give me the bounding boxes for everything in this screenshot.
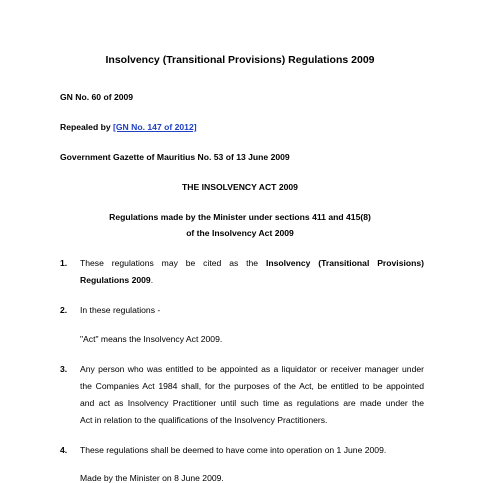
gazette-reference: Government Gazette of Mauritius No. 53 of 13 June 2009 [60,152,290,162]
act-heading: THE INSOLVENCY ACT 2009 [182,182,298,192]
made-by-line: Made by the Minister on 8 June 2009. [80,473,224,483]
section-1-citation-cont: Regulations 2009 [80,275,151,285]
repealed-prefix: Repealed by [60,122,114,132]
section-3-line: and act as Insolvency Practitioner until such time as regulations are made under the [80,398,424,408]
section-4-text: These regulations shall be deemed to have come into operation on 1 June 2009. [80,445,387,455]
section-3-line: Any person who was entitled to be appointed as a liquidator or receiver manager under [80,364,424,374]
section-2-text: In these regulations - [80,305,161,315]
section-1-line-1 [80,258,424,268]
section-1-period: . [150,275,154,285]
section-number: 4. [60,445,68,455]
repealed-line [60,122,197,132]
repealed-link[interactable]: [GN No. 147 of 2012] [113,122,197,132]
section-3-line: Act in relation to the qualifications of the Insolvency Practitioners. [80,415,328,425]
section-1-text: These regulations may be cited as the [80,258,266,268]
section-1-citation: Insolvency (Transitional Provisions) [265,258,424,268]
section-number: 3. [60,364,68,374]
regulations-heading-line-2: of the Insolvency Act 2009 [186,228,294,238]
document-title: Insolvency (Transitional Provisions) Regulations 2009 [105,54,375,66]
gn-number: GN No. 60 of 2009 [60,92,134,102]
section-3-line: the Companies Act 1984 shall, for the purposes of the Act, be entitled to be appointed [80,381,424,391]
regulations-heading-line-1: Regulations made by the Minister under sections 411 and 415(8) [109,212,371,222]
section-number: 1. [60,258,68,268]
section-2-definition: "Act" means the Insolvency Act 2009. [80,334,223,344]
section-1-line-2 [80,275,153,285]
section-number: 2. [60,305,68,315]
